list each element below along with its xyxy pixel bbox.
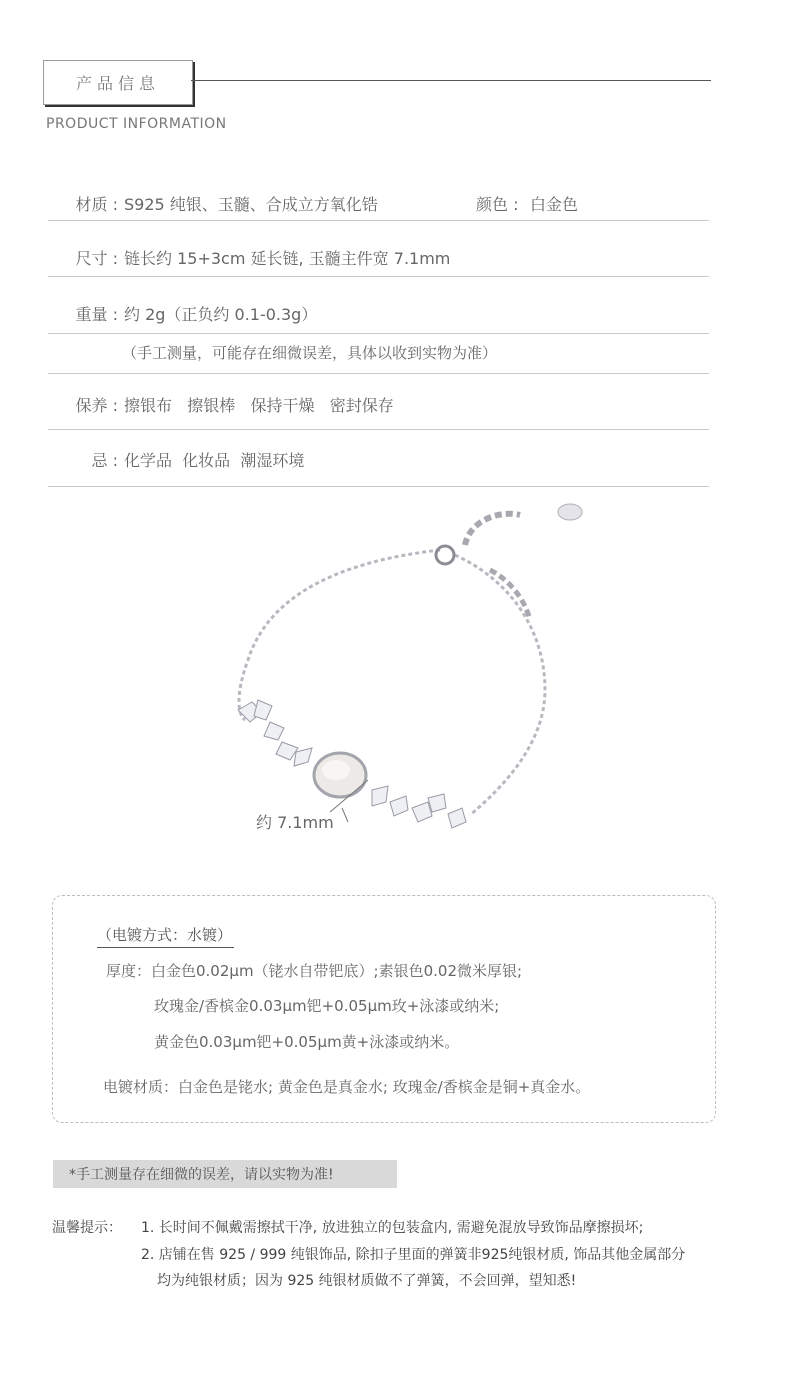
weight-value: 约 2g（正负约 0.1-0.3g） xyxy=(124,305,318,324)
care-value: 擦银布 擦银棒 保持干燥 密封保存 xyxy=(124,396,394,415)
section-title-box xyxy=(43,60,193,105)
care-label: 保养 : xyxy=(75,396,118,415)
plating-thickness: 厚度：白金色0.02μm（铑水自带钯底）;素银色0.02微米厚银; xyxy=(106,962,523,980)
size-label: 尺寸 : xyxy=(75,249,118,268)
spec-row-size xyxy=(48,221,709,277)
tip-item-1: 1. 长时间不佩戴需擦拭干净, 放进独立的包装盒内, 需避免混放导致饰品摩擦损坏; xyxy=(141,1220,644,1236)
plating-material: 电镀材质：白金色是铑水; 黄金色是真金水; 玫瑰金/香槟金是铜+真金水。 xyxy=(103,1078,591,1096)
spec-row-avoid xyxy=(48,430,709,487)
tip-item-2-cont: 均为纯银材质；因为 925 纯银材质做不了弹簧，不会回弹，望知悉! xyxy=(157,1273,577,1289)
plating-title: （电镀方式：水镀） xyxy=(97,924,234,948)
material-label: 材质 : xyxy=(75,195,118,214)
color-label: 颜色 : xyxy=(476,195,519,214)
spec-row-care xyxy=(48,374,709,430)
header-divider xyxy=(191,80,711,81)
measurement-banner xyxy=(53,1160,397,1188)
material-value: S925 纯银、玉髓、合成立方氧化锆 xyxy=(124,195,378,214)
plating-yellow-gold: 黄金色0.03μm钯+0.05μm黄+泳漆或纳米。 xyxy=(154,1033,460,1051)
spec-row-weight xyxy=(48,277,709,334)
section-title: 产品信息 xyxy=(75,74,160,93)
spec-row-material xyxy=(48,182,709,221)
measurement-note: （手工测量，可能存在细微误差，具体以收到实物为准） xyxy=(122,344,498,362)
bracelet-product-image xyxy=(200,490,600,850)
size-value: 链长约 15+3cm 延长链, 玉髓主件宽 7.1mm xyxy=(124,249,451,268)
tips-label: 温馨提示： xyxy=(52,1220,122,1236)
avoid-value: 化学品 化妆品 潮湿环境 xyxy=(124,451,305,470)
section-subtitle: PRODUCT INFORMATION xyxy=(46,116,227,132)
weight-label: 重量 : xyxy=(75,305,118,324)
dimension-label: 约 7.1mm xyxy=(256,813,334,832)
banner-text: *手工测量存在细微的误差，请以实物为准! xyxy=(69,1167,334,1183)
plating-rose-gold: 玫瑰金/香槟金0.03μm钯+0.05μm玫+泳漆或纳米; xyxy=(154,997,500,1015)
color-value: 白金色 xyxy=(530,195,579,214)
avoid-label: 忌 : xyxy=(91,451,118,470)
tip-item-2: 2. 店铺在售 925 / 999 纯银饰品, 除扣子里面的弹簧非925纯银材质, 饰品其他金属部分 xyxy=(141,1247,686,1263)
